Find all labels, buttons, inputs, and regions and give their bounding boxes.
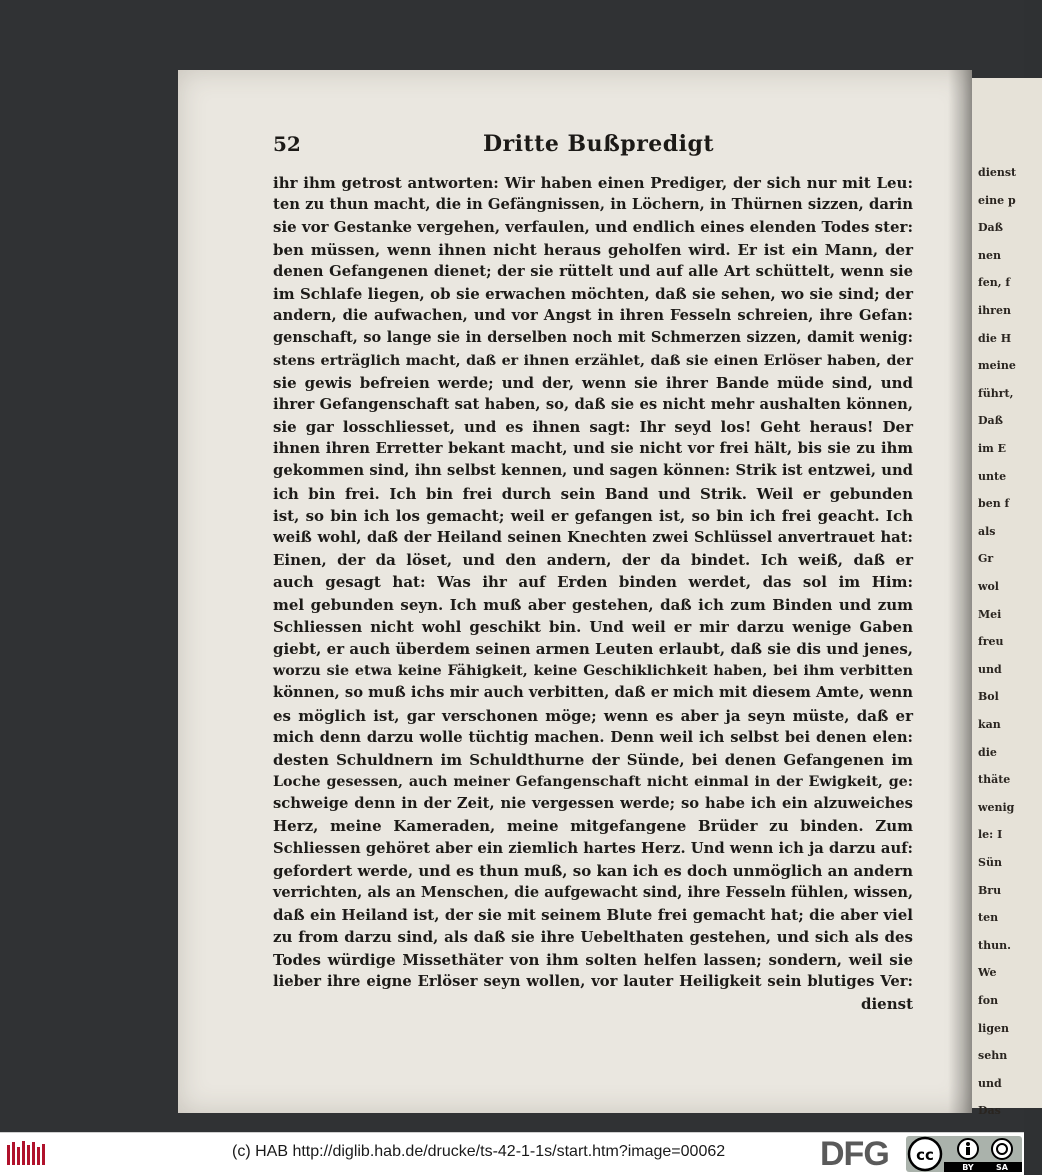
- cc-by-label: BY: [962, 1163, 974, 1172]
- facing-page-fragment: Das: [978, 1104, 1001, 1118]
- text-line: ten zu thun macht, die in Gefängnissen, in Löchern, in Thürnen sizzen, darin: [273, 196, 913, 214]
- text-line: desten Schuldnern im Schuldthurne der Sünde, bei denen Gefangenen im: [273, 750, 913, 769]
- text-line: können, so muß ichs mir auch verbitten, daß er mich mit diesem Amte, wenn: [273, 684, 913, 702]
- facing-page-fragment: die: [978, 745, 997, 759]
- facing-page-fragment: le: I: [978, 828, 1003, 842]
- text-line: sie vor Gestanke vergehen, verfaulen, und endlich eines elenden Todes ster:: [273, 218, 913, 237]
- text-line: ihrer Gefangenschaft sat haben, so, daß sie es nicht mehr aushalten können,: [273, 395, 913, 413]
- facing-page-fragment: wol: [978, 580, 999, 593]
- text-line: denen Gefangenen dienet; der sie rüttelt und auf alle Art schüttelt, wenn sie: [273, 262, 913, 280]
- text-line: mich denn darzu wolle tüchtig machen. Denn weil ich selbst bei denen elen:: [273, 728, 913, 746]
- text-line: daß ein Heiland ist, der sie mit seinem Blute frei gemacht hat; die aber viel: [273, 906, 913, 925]
- facing-page-fragment: nen: [978, 248, 1001, 262]
- footer-bar: [0, 1132, 1024, 1175]
- catchword: dienst: [860, 994, 913, 1013]
- text-line: Schliessen gehöret aber ein ziemlich hartes Herz. Und wenn ich ja darzu auf:: [273, 839, 913, 857]
- text-line: im Schlafe liegen, ob sie erwachen möchten, daß sie sehen, wo sie sind; der: [273, 284, 913, 303]
- text-line: schweige denn in der Zeit, nie vergessen werde; so habe ich ein alzuweiches: [273, 795, 913, 813]
- facing-page-fragment: freu: [978, 635, 1004, 649]
- text-line: gekommen sind, ihn selbst kennen, und sagen können: Strik ist entzwei, und: [273, 462, 913, 480]
- text-line: Einen, der da löset, und den andern, der da bindet. Ich weiß, daß er: [273, 551, 913, 570]
- facing-page-fragment: fen, f: [978, 276, 1011, 290]
- facing-page-fragment: thun.: [978, 938, 1011, 952]
- book-page: [178, 70, 972, 1113]
- facing-page-fragment: als: [978, 524, 996, 538]
- text-line: auch gesagt hat: Was ihr auf Erden binden werdet, das sol im Him:: [273, 573, 913, 592]
- text-line: Todes würdige Missethäter von ihm solten helfen lassen; sondern, weil sie: [273, 950, 913, 969]
- text-line: giebt, er auch überdem seinen armen Leuten erlaubt, daß sie dis und jenes,: [273, 639, 913, 658]
- facing-page-fragment: kan: [978, 718, 1001, 731]
- facing-page-fragment: ben f: [978, 497, 1010, 511]
- text-line: verrichten, als an Menschen, die aufgewacht sind, ihre Fesseln fühlen, wissen,: [273, 884, 913, 901]
- facing-page-fragment: Daß: [978, 221, 1004, 235]
- page-number: 52: [273, 132, 301, 156]
- text-line: sie gar losschliesset, und es ihnen sagt: Ihr seyd los! Geht heraus! Der: [273, 418, 913, 437]
- text-line: es möglich ist, gar verschonen möge; wenn es aber ja seyn müste, daß er: [273, 706, 913, 725]
- facing-page-fragment: und: [978, 662, 1002, 676]
- text-line: sie gewis befreien werde; und der, wenn sie ihrer Bande müde sind, und: [273, 373, 913, 392]
- cc-sa-label: SA: [996, 1163, 1008, 1172]
- text-line: ist, so bin ich los gemacht; weil er gefangen ist, so bin ich frei geacht. Ich: [273, 506, 913, 525]
- text-line: stens erträglich macht, daß er ihnen erzählet, daß sie einen Erlöser haben, der: [273, 352, 913, 369]
- facing-page-fragment: Gr: [978, 552, 994, 566]
- running-head: Dritte Bußpredigt: [483, 131, 715, 157]
- facing-page-fragment: thäte: [978, 773, 1011, 787]
- facing-page-fragment: wenig: [978, 800, 1015, 814]
- facing-page-fragment: und: [978, 1076, 1002, 1090]
- facing-page-fragment: ihren: [978, 304, 1011, 317]
- facing-page-fragment: sehn: [978, 1049, 1008, 1063]
- facing-page-fragment: die H: [978, 331, 1012, 345]
- text-line: ben müssen, wenn ihnen nicht heraus geholfen wird. Er ist ein Mann, der: [273, 240, 913, 259]
- text-line: ihr ihm getrost antworten: Wir haben einen Prediger, der sich nur mit Leu:: [273, 174, 913, 192]
- text-line: gefordert werde, und es thun muß, so kan ich es doch unmöglich an andern: [273, 861, 913, 880]
- page-header: [273, 132, 913, 162]
- facing-page-fragment: Mei: [978, 607, 1002, 621]
- facing-page-fragment: Daß: [978, 414, 1004, 428]
- text-line: andern, die aufwachen, und vor Angst in ihren Fesseln schreien, ihre Gefan:: [273, 307, 913, 325]
- text-line: genschaft, so lange sie in derselben noch mit Schmerzen sizzen, damit wenig:: [273, 329, 913, 347]
- text-line: ich bin frei. Ich bin frei durch sein Band und Strik. Weil er gebunden: [273, 484, 913, 503]
- dfg-logo: DFG: [820, 1135, 889, 1173]
- facing-page-fragment: ligen: [978, 1021, 1010, 1035]
- facing-page-fragment: We: [978, 966, 997, 980]
- facing-page-fragment: dienst: [978, 166, 1017, 179]
- facing-page-fragment: Sün: [978, 856, 1002, 869]
- facing-page-fragment: fon: [978, 994, 999, 1007]
- facing-page-fragment: im E: [978, 442, 1007, 455]
- facing-page-edge: [972, 78, 1042, 1118]
- facing-page-fragment: Bru: [978, 883, 1002, 897]
- facing-page-fragment: Bol: [978, 690, 999, 704]
- body-text: [273, 172, 913, 1015]
- facing-page-fragment: eine p: [978, 193, 1016, 207]
- creative-commons-by-sa-icon[interactable]: [906, 1136, 1022, 1172]
- text-line: Herz, meine Kameraden, meine mitgefangene Brüder zu binden. Zum: [273, 817, 913, 836]
- book-gutter-shadow: [948, 70, 972, 1113]
- text-line: weiß wohl, daß der Heiland seinen Knechten zwei Schlüssel anvertrauet hat:: [273, 529, 913, 546]
- facing-page-fragment: führt,: [978, 386, 1014, 400]
- facing-page-fragment: meine: [978, 359, 1016, 373]
- text-line: Schliessen nicht wohl geschikt bin. Und weil er mir darzu wenige Gaben: [273, 617, 913, 636]
- text-line: zu from darzu sind, als daß sie ihre Uebelthaten gestehen, und sich als des: [273, 928, 913, 947]
- text-line: worzu sie etwa keine Fähigkeit, keine Geschiklichkeit haben, bei ihm verbitten: [273, 663, 913, 680]
- text-line: lieber ihre eigne Erlöser seyn wollen, vor lauter Heiligkeit sein blutiges Ver:: [273, 972, 913, 990]
- text-line: ihnen ihren Erretter bekant macht, und sie nicht vor frei hält, bis sie zu ihm: [273, 440, 913, 458]
- text-line: Loche gesessen, auch meiner Gefangenschaft nicht einmal in der Ewigkeit, ge:: [273, 774, 913, 791]
- cc-symbol-text: cc: [916, 1146, 934, 1164]
- copyright-credit[interactable]: (c) HAB http://diglib.hab.de/drucke/ts-42-1-1s/start.htm?image=00062: [232, 1143, 726, 1160]
- facing-page-fragment: unte: [978, 469, 1007, 483]
- library-logo-icon: [6, 1139, 46, 1169]
- text-line: mel gebunden seyn. Ich muß aber gestehen, daß ich zum Binden und zum: [273, 595, 913, 614]
- facing-page-fragment: ten: [978, 911, 999, 925]
